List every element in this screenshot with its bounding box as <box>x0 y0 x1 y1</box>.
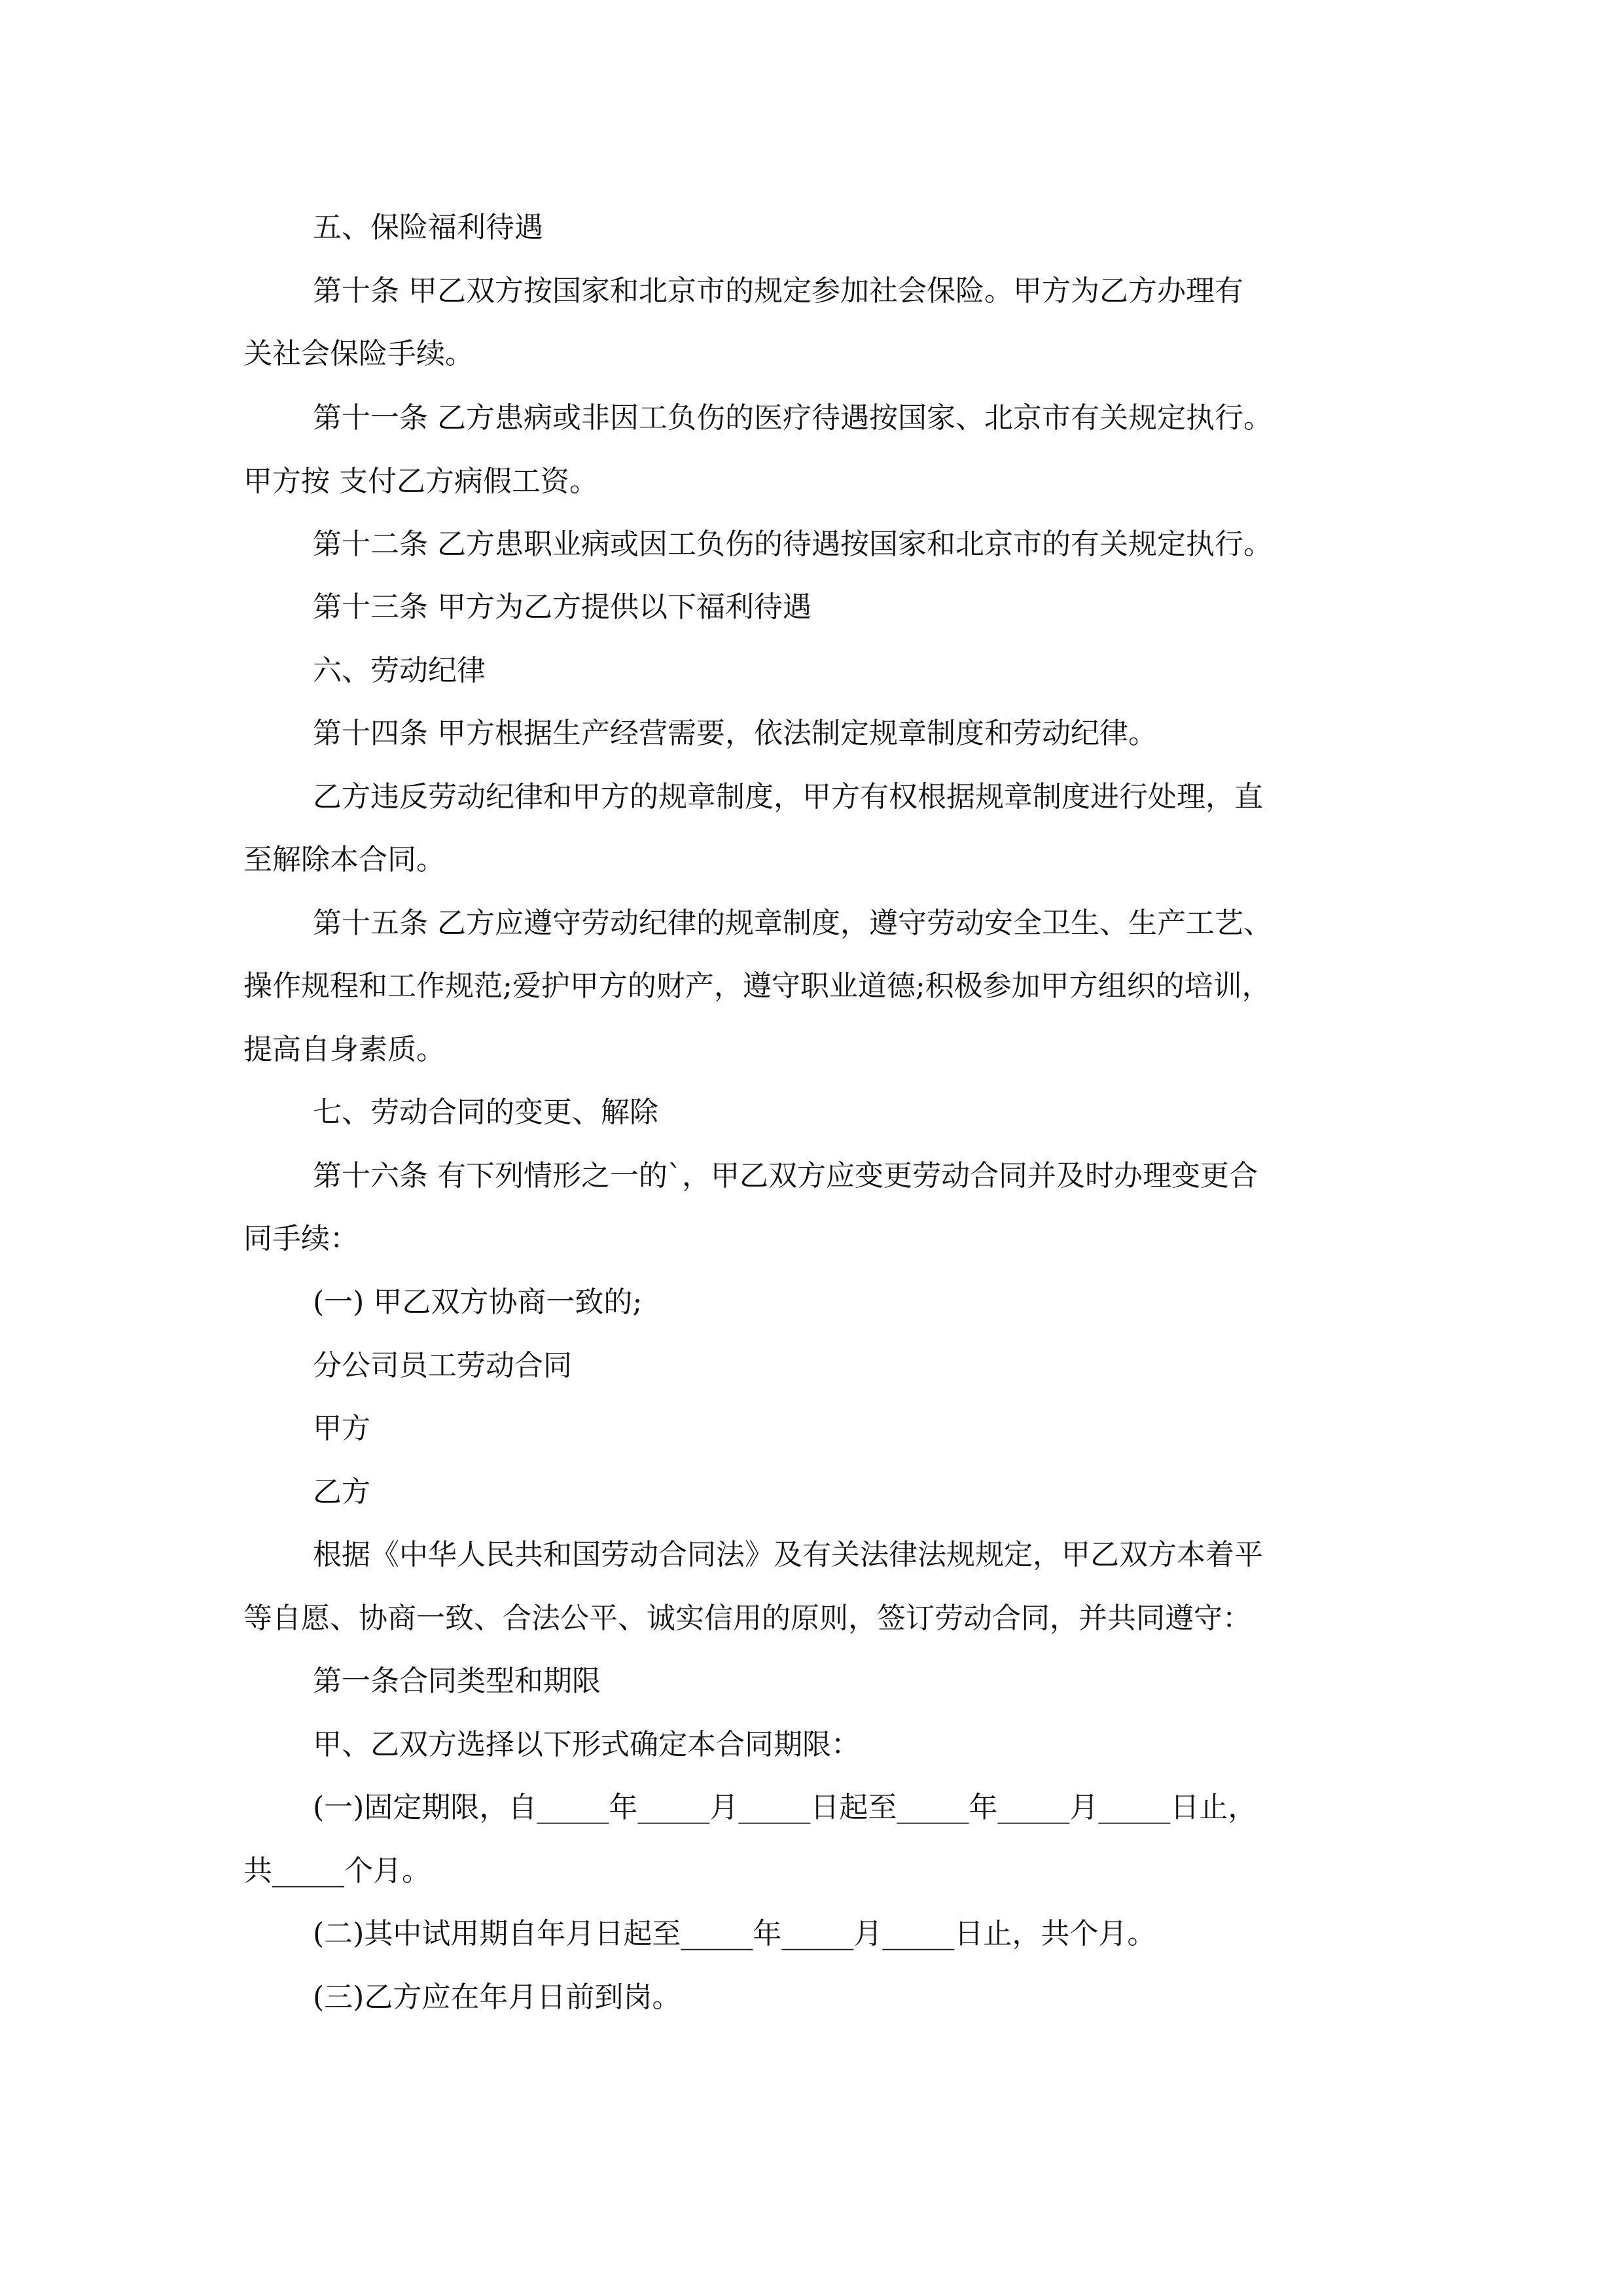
party-b-label: 乙方 <box>313 1475 370 1509</box>
paragraph-line: 第十四条 甲方根据生产经营需要，依法制定规章制度和劳动纪律。 <box>313 717 1157 750</box>
paragraph-line: 等自愿、协商一致、合法公平、诚实信用的原则，签订劳动合同，并共同遵守： <box>243 1602 1251 1635</box>
paragraph-line: 第十六条 有下列情形之一的`，甲乙双方应变更劳动合同并及时办理变更合 <box>313 1159 1258 1193</box>
section-heading: 六、劳动纪律 <box>313 654 486 687</box>
list-item: (一)固定期限，自_____年_____月_____日起至_____年_____月_____日止， <box>313 1791 1257 1824</box>
paragraph-line: 根据《中华人民共和国劳动合同法》及有关法律法规规定，甲乙双方本着平 <box>313 1538 1263 1571</box>
article-heading: 第一条合同类型和期限 <box>313 1664 601 1698</box>
paragraph-line: 甲、乙双方选择以下形式确定本合同期限： <box>313 1728 860 1761</box>
party-a-label: 甲方 <box>313 1412 370 1445</box>
paragraph-line: 至解除本合同。 <box>243 843 445 876</box>
paragraph-line: 第十条 甲乙双方按国家和北京市的规定参加社会保险。甲方为乙方办理有 <box>313 274 1243 308</box>
paragraph-line: 第十五条 乙方应遵守劳动纪律的规章制度，遵守劳动安全卫生、生产工艺、 <box>313 906 1272 940</box>
list-item: (三)乙方应在年月日前到岗。 <box>313 1981 681 2014</box>
section-heading: 五、保险福利待遇 <box>313 211 543 244</box>
paragraph-line: 乙方违反劳动纪律和甲方的规章制度，甲方有权根据规章制度进行处理，直 <box>313 780 1263 814</box>
paragraph-line: 同手续： <box>243 1222 359 1255</box>
paragraph-line: 提高自身素质。 <box>243 1033 445 1066</box>
document-title: 分公司员工劳动合同 <box>313 1349 572 1382</box>
list-item: (一) 甲乙双方协商一致的; <box>313 1285 643 1319</box>
paragraph-line: 共_____个月。 <box>243 1854 431 1888</box>
paragraph-line: 第十一条 乙方患病或非因工负伤的医疗待遇按国家、北京市有关规定执行。 <box>313 401 1272 435</box>
paragraph-line: 第十二条 乙方患职业病或因工负伤的待遇按国家和北京市的有关规定执行。 <box>313 528 1272 561</box>
paragraph-line: 操作规程和工作规范;爱护甲方的财产，遵守职业道德;积极参加甲方组织的培训， <box>243 969 1271 1003</box>
paragraph-line: 甲方按 支付乙方病假工资。 <box>243 465 598 498</box>
section-heading: 七、劳动合同的变更、解除 <box>313 1096 658 1129</box>
paragraph-line: 第十三条 甲方为乙方提供以下福利待遇 <box>313 590 812 624</box>
paragraph-line: 关社会保险手续。 <box>243 337 474 370</box>
list-item: (二)其中试用期自年月日起至_____年_____月_____日止，共个月。 <box>313 1917 1156 1950</box>
